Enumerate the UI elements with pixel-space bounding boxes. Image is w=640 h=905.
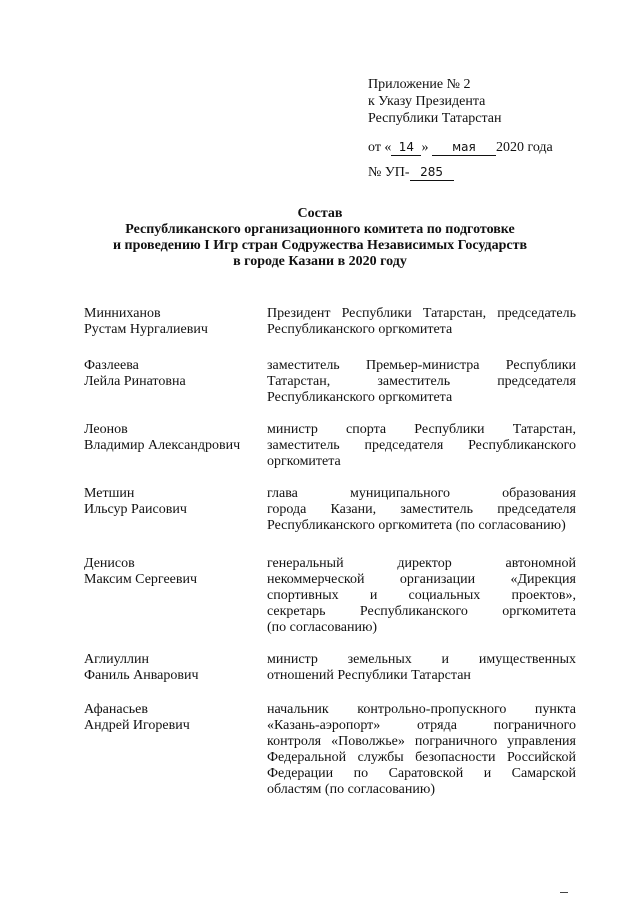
role-line: Татарстан, заместитель председателя [267,374,576,389]
appendix-line-3: Республики Татарстан [368,111,502,126]
member-name [84,556,259,588]
member-given-names: Ильсур Раисович [84,502,187,517]
title-line-1: Состав [297,206,343,221]
member-role [267,702,576,798]
role-line: «Казань-аэропорт» отряда пограничного [267,718,576,733]
date-day: 14 [391,140,421,156]
member-given-names: Максим Сергеевич [84,572,198,587]
document-title [60,206,580,270]
member-given-names: Андрей Игоревич [84,718,190,733]
member-surname: Афанасьев [84,702,148,717]
role-line: генеральный директор автономной [267,556,576,571]
member-surname: Денисов [84,556,135,571]
role-line: Президент Республики Татарстан, председатель [267,306,576,321]
role-line: секретарь Республиканского оргкомитета [267,604,576,619]
role-line: Республиканского оргкомитета [267,322,453,337]
date-month: мая [432,140,496,156]
appendix-block [368,76,598,181]
role-line: Республиканского оргкомитета (по согласованию) [267,518,566,533]
role-line: Федеральной службы безопасности Российской [267,750,576,765]
member-name [84,306,259,338]
number-value: 285 [410,165,454,181]
member-given-names: Владимир Александрович [84,438,241,453]
member-name [84,486,259,518]
title-line-4: в городе Казани в 2020 году [233,254,407,269]
member-surname: Метшин [84,486,135,501]
appendix-line-1: Приложение № 2 [368,77,471,92]
member-surname: Минниханов [84,306,161,321]
role-line: областям (по согласованию) [267,782,435,797]
title-line-2: Республиканского организационного комитета по подготовке [125,222,515,237]
member-name [84,702,259,734]
role-line: контроля «Поволжье» пограничного управления [267,734,576,749]
member-role [267,422,576,470]
role-line: Республиканского оргкомитета [267,390,453,405]
role-line: города Казани, заместитель председателя [267,502,576,517]
date-prefix: от « [368,140,392,155]
decree-date [368,139,598,156]
member-name [84,422,259,454]
role-line: оргкомитета [267,454,341,469]
date-mid: » [421,140,429,155]
role-line: заместитель председателя Республиканского [267,438,576,453]
member-given-names: Лейла Ринатовна [84,374,186,389]
role-line: начальник контрольно-пропускного пункта [267,702,576,717]
member-role [267,306,576,338]
member-role [267,556,576,636]
title-line-3: и проведению I Игр стран Содружества Независимых Государств [112,238,528,253]
role-line: министр спорта Республики Татарстан, [267,422,576,437]
member-role [267,358,576,406]
role-line: (по согласованию) [267,620,378,635]
role-line: некоммерческой организации «Дирекция [267,572,576,587]
member-role [267,652,576,684]
role-line: Федерации по Саратовской и Самарской [267,766,576,781]
member-given-names: Рустам Нургалиевич [84,322,208,337]
member-name [84,652,259,684]
member-role [267,486,576,534]
decree-number [368,164,598,181]
member-name [84,358,259,390]
role-line: глава муниципального образования [267,486,576,501]
date-year: 2020 года [495,140,553,155]
role-line: заместитель Премьер-министра Республики [267,358,576,373]
member-surname: Леонов [84,422,128,437]
member-surname: Аглиуллин [84,652,149,667]
role-line: отношений Республики Татарстан [267,668,471,683]
member-given-names: Фаниль Анварович [84,668,199,683]
role-line: спортивных и социальных проектов», [267,588,576,603]
role-line: министр земельных и имущественных [267,652,576,667]
member-surname: Фазлеева [84,358,139,373]
number-prefix: № УП- [368,165,410,180]
appendix-line-2: к Указу Президента [368,94,486,109]
scan-mark [560,892,568,896]
